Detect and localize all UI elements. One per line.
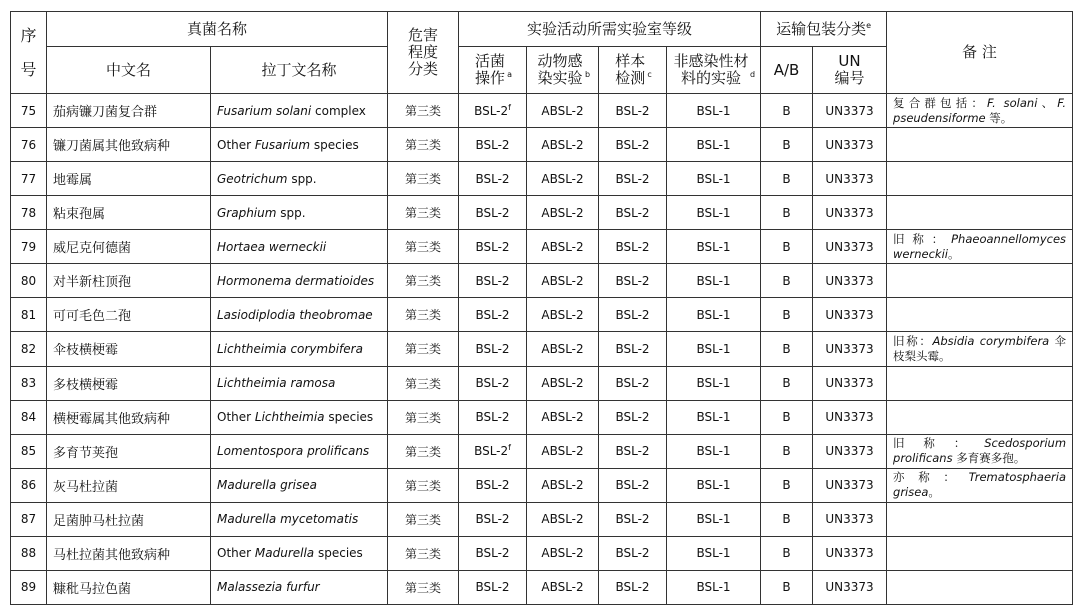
row-number: 89 xyxy=(11,570,47,604)
noninfect-level: BSL-1 xyxy=(667,434,761,468)
animal-header-text: 动物感染实验 xyxy=(537,52,583,87)
noninfect-level: BSL-1 xyxy=(667,162,761,196)
latin-name xyxy=(211,536,388,570)
noninfect-level: BSL-1 xyxy=(667,128,761,162)
table-row xyxy=(11,298,1073,332)
sample-level: BSL-2 xyxy=(599,94,667,128)
table-row xyxy=(11,502,1073,536)
row-number: 79 xyxy=(11,230,47,264)
hazard-class: 第三类 xyxy=(388,400,459,434)
sample-level: BSL-2 xyxy=(599,162,667,196)
sample-level: BSL-2 xyxy=(599,468,667,502)
remark-part-italic: Trematosphaeria grisea xyxy=(893,470,1067,500)
noninfect-level: BSL-1 xyxy=(667,502,761,536)
live-level-text: BSL-2 xyxy=(475,478,510,493)
noninfect-header-text: 非感染性材料的实验 xyxy=(673,52,749,87)
sample-level: BSL-2 xyxy=(599,332,667,366)
noninfect-level: BSL-1 xyxy=(667,400,761,434)
hazard-class: 第三类 xyxy=(388,468,459,502)
live-level xyxy=(459,366,527,400)
row-number: 84 xyxy=(11,400,47,434)
latin-italic: Lichtheimia corymbifera xyxy=(217,341,363,356)
sample-level: BSL-2 xyxy=(599,128,667,162)
remark xyxy=(887,570,1073,604)
table-row xyxy=(11,162,1073,196)
table-row xyxy=(11,570,1073,604)
latin-name xyxy=(211,298,388,332)
ab-class: B xyxy=(761,264,813,298)
live-level xyxy=(459,230,527,264)
latin-name xyxy=(211,468,388,502)
remark-part-italic: Scedosporium prolificans xyxy=(893,436,1067,466)
animal-level: ABSL-2 xyxy=(527,332,599,366)
latin-name xyxy=(211,162,388,196)
cn-name: 地霉属 xyxy=(47,162,211,196)
animal-level: ABSL-2 xyxy=(527,570,599,604)
animal-level: ABSL-2 xyxy=(527,536,599,570)
remark xyxy=(887,332,1073,366)
table-row xyxy=(11,332,1073,366)
sample-level: BSL-2 xyxy=(599,196,667,230)
live-culture-header-sup: a xyxy=(507,70,512,79)
hazard-class: 第三类 xyxy=(388,94,459,128)
cn-name: 茄病镰刀菌复合群 xyxy=(47,94,211,128)
latin-italic: Lichtheimia ramosa xyxy=(217,376,336,391)
cn-name: 镰刀菌属其他致病种 xyxy=(47,128,211,162)
remark xyxy=(887,502,1073,536)
sample-level: BSL-2 xyxy=(599,366,667,400)
latin-prefix: Other xyxy=(217,546,255,561)
live-level xyxy=(459,332,527,366)
transport-header-sup: e xyxy=(866,20,871,30)
table-header xyxy=(11,12,1073,94)
live-level xyxy=(459,434,527,468)
ab-class: B xyxy=(761,366,813,400)
animal-level: ABSL-2 xyxy=(527,196,599,230)
noninfect-level: BSL-1 xyxy=(667,366,761,400)
latin-name xyxy=(211,230,388,264)
remark-part: 亦称： xyxy=(893,470,969,485)
animal-level: ABSL-2 xyxy=(527,468,599,502)
noninfect-level: BSL-1 xyxy=(667,332,761,366)
table-row xyxy=(11,128,1073,162)
remarks-header: 备 注 xyxy=(887,12,1073,94)
remark-part-italic: Phaeoannellomyces werneckii xyxy=(893,231,1067,261)
row-number: 81 xyxy=(11,298,47,332)
row-number: 86 xyxy=(11,468,47,502)
remark-part: 复合群包括： xyxy=(893,95,988,110)
un-number: UN3373 xyxy=(813,536,887,570)
remark-part: 旧称： xyxy=(893,333,933,348)
pathogen-table xyxy=(10,11,1073,605)
un-number: UN3373 xyxy=(813,162,887,196)
seq-header xyxy=(11,12,47,94)
live-level xyxy=(459,468,527,502)
sample-level: BSL-2 xyxy=(599,570,667,604)
sample-header xyxy=(599,47,667,94)
animal-level: ABSL-2 xyxy=(527,128,599,162)
remark-part: 。 xyxy=(928,485,940,500)
remark-part: 多育赛多孢。 xyxy=(952,451,1026,466)
un-header xyxy=(813,47,887,94)
hazard-class: 第三类 xyxy=(388,230,459,264)
hazard-class: 第三类 xyxy=(388,570,459,604)
latin-name xyxy=(211,434,388,468)
seq-header-top: 序 xyxy=(20,25,37,45)
latin-prefix: Other xyxy=(217,137,255,152)
live-level-text: BSL-2 xyxy=(475,580,510,595)
remark xyxy=(887,230,1073,264)
un-number: UN3373 xyxy=(813,366,887,400)
live-level-text: BSL-2 xyxy=(475,171,510,186)
hazard-class: 第三类 xyxy=(388,502,459,536)
un-number: UN3373 xyxy=(813,94,887,128)
table-row xyxy=(11,196,1073,230)
remark-part: 旧称： xyxy=(893,436,985,451)
ab-class: B xyxy=(761,502,813,536)
hazard-header-text: 危害程度分类 xyxy=(408,26,439,78)
live-level-text: BSL-2 xyxy=(475,205,510,220)
latin-italic: Madurella xyxy=(254,546,315,561)
latin-italic: Graphium xyxy=(217,205,277,220)
animal-level: ABSL-2 xyxy=(527,264,599,298)
remark-part: 伞枝梨头霉。 xyxy=(893,333,1067,363)
ab-class: B xyxy=(761,332,813,366)
latin-italic: Madurella grisea xyxy=(217,478,317,493)
sample-level: BSL-2 xyxy=(599,264,667,298)
hazard-class: 第三类 xyxy=(388,128,459,162)
animal-level: ABSL-2 xyxy=(527,434,599,468)
row-number: 80 xyxy=(11,264,47,298)
un-number: UN3373 xyxy=(813,196,887,230)
ab-class: B xyxy=(761,536,813,570)
latin-italic: Hormonema dermatioides xyxy=(217,273,375,288)
animal-level: ABSL-2 xyxy=(527,162,599,196)
row-number: 76 xyxy=(11,128,47,162)
latin-name xyxy=(211,366,388,400)
hazard-class: 第三类 xyxy=(388,366,459,400)
hazard-class: 第三类 xyxy=(388,536,459,570)
live-level-text: BSL-2 xyxy=(474,444,509,459)
ab-class: B xyxy=(761,230,813,264)
remark xyxy=(887,298,1073,332)
noninfect-level: BSL-1 xyxy=(667,94,761,128)
hazard-class: 第三类 xyxy=(388,162,459,196)
cn-name: 粘束孢属 xyxy=(47,196,211,230)
noninfect-level: BSL-1 xyxy=(667,196,761,230)
remark xyxy=(887,196,1073,230)
live-level-text: BSL-2 xyxy=(475,307,510,322)
noninfect-level: BSL-1 xyxy=(667,264,761,298)
remark xyxy=(887,162,1073,196)
latin-suffix: spp. xyxy=(276,205,306,220)
cn-name: 伞枝横梗霉 xyxy=(47,332,211,366)
latin-name-header: 拉丁文名称 xyxy=(211,47,388,94)
latin-name xyxy=(211,570,388,604)
remark-part-italic: Absidia corymbifera xyxy=(932,333,1050,348)
cn-name: 多育节荚孢 xyxy=(47,434,211,468)
remark xyxy=(887,128,1073,162)
live-culture-header-text: 活菌操作 xyxy=(475,52,506,87)
latin-name xyxy=(211,400,388,434)
live-level-text: BSL-2 xyxy=(475,137,510,152)
live-level xyxy=(459,400,527,434)
latin-suffix: species xyxy=(314,546,363,561)
transport-header xyxy=(761,12,887,47)
lab-level-header: 实验活动所需实验室等级 xyxy=(459,12,761,47)
noninfect-header-sup: d xyxy=(749,70,756,79)
row-number: 82 xyxy=(11,332,47,366)
un-number: UN3373 xyxy=(813,332,887,366)
animal-level: ABSL-2 xyxy=(527,400,599,434)
latin-italic: Lasiodiplodia theobromae xyxy=(217,307,373,322)
live-level xyxy=(459,196,527,230)
remark-part: 。 xyxy=(947,246,960,261)
cn-name: 对半新柱顶孢 xyxy=(47,264,211,298)
un-header-text: UN编号 xyxy=(834,52,865,87)
latin-suffix: species xyxy=(310,137,359,152)
live-level-sup: f xyxy=(508,443,511,453)
latin-name xyxy=(211,196,388,230)
animal-level: ABSL-2 xyxy=(527,230,599,264)
live-level xyxy=(459,502,527,536)
hazard-header xyxy=(388,12,459,94)
un-number: UN3373 xyxy=(813,434,887,468)
un-number: UN3373 xyxy=(813,264,887,298)
ab-class: B xyxy=(761,400,813,434)
noninfect-header xyxy=(667,47,761,94)
seq-header-bottom: 号 xyxy=(20,59,37,79)
latin-suffix: species xyxy=(324,410,374,425)
live-level xyxy=(459,162,527,196)
latin-italic: Lichtheimia xyxy=(254,410,325,425)
noninfect-level: BSL-1 xyxy=(667,298,761,332)
sample-header-sup: c xyxy=(647,70,652,79)
live-level-sup: f xyxy=(508,102,511,112)
un-number: UN3373 xyxy=(813,468,887,502)
un-number: UN3373 xyxy=(813,400,887,434)
table-row xyxy=(11,230,1073,264)
latin-name xyxy=(211,264,388,298)
noninfect-level: BSL-1 xyxy=(667,536,761,570)
hazard-class: 第三类 xyxy=(388,196,459,230)
live-level xyxy=(459,128,527,162)
hazard-class: 第三类 xyxy=(388,332,459,366)
latin-italic: Hortaea werneckii xyxy=(217,239,327,254)
sample-header-text: 样本检测 xyxy=(615,52,646,87)
live-level-text: BSL-2 xyxy=(475,239,510,254)
un-number: UN3373 xyxy=(813,230,887,264)
latin-prefix: Other xyxy=(217,410,255,425)
latin-name xyxy=(211,94,388,128)
ab-class: B xyxy=(761,468,813,502)
table-row xyxy=(11,94,1073,128)
remark xyxy=(887,94,1073,128)
remark-part: 、 xyxy=(1037,95,1058,110)
ab-class: B xyxy=(761,128,813,162)
remark xyxy=(887,536,1073,570)
cn-name: 横梗霉属其他致病种 xyxy=(47,400,211,434)
latin-italic: Fusarium xyxy=(254,137,311,152)
remark xyxy=(887,468,1073,502)
table-row xyxy=(11,264,1073,298)
latin-italic: Geotrichum xyxy=(217,171,288,186)
live-level-text: BSL-2 xyxy=(475,341,510,356)
ab-header: A/B xyxy=(761,47,813,94)
ab-class: B xyxy=(761,298,813,332)
sample-level: BSL-2 xyxy=(599,298,667,332)
noninfect-level: BSL-1 xyxy=(667,230,761,264)
ab-class: B xyxy=(761,162,813,196)
latin-name xyxy=(211,502,388,536)
live-level xyxy=(459,94,527,128)
live-level-text: BSL-2 xyxy=(475,376,510,391)
sample-level: BSL-2 xyxy=(599,502,667,536)
cn-name: 马杜拉菌其他致病种 xyxy=(47,536,211,570)
table-row xyxy=(11,434,1073,468)
table-body xyxy=(11,94,1073,605)
cn-name: 足菌肿马杜拉菌 xyxy=(47,502,211,536)
cn-name: 糠秕马拉色菌 xyxy=(47,570,211,604)
live-level-text: BSL-2 xyxy=(475,546,510,561)
live-level xyxy=(459,298,527,332)
remark xyxy=(887,400,1073,434)
row-number: 88 xyxy=(11,536,47,570)
noninfect-level: BSL-1 xyxy=(667,468,761,502)
remark xyxy=(887,366,1073,400)
live-level xyxy=(459,536,527,570)
live-level-text: BSL-2 xyxy=(475,273,510,288)
cn-name: 灰马杜拉菌 xyxy=(47,468,211,502)
hazard-class: 第三类 xyxy=(388,434,459,468)
live-level-text: BSL-2 xyxy=(475,512,510,527)
table-row xyxy=(11,366,1073,400)
hazard-class: 第三类 xyxy=(388,264,459,298)
ab-class: B xyxy=(761,570,813,604)
un-number: UN3373 xyxy=(813,502,887,536)
latin-suffix: spp. xyxy=(287,171,317,186)
cn-name: 威尼克何德菌 xyxy=(47,230,211,264)
live-level xyxy=(459,264,527,298)
live-level xyxy=(459,570,527,604)
remark-part-italic: F. solani xyxy=(987,95,1038,110)
animal-header-sup: b xyxy=(584,70,591,79)
row-number: 85 xyxy=(11,434,47,468)
ab-class: B xyxy=(761,196,813,230)
remark xyxy=(887,264,1073,298)
fungus-name-header: 真菌名称 xyxy=(47,12,388,47)
sample-level: BSL-2 xyxy=(599,230,667,264)
latin-italic: Madurella mycetomatis xyxy=(217,512,359,527)
latin-suffix: complex xyxy=(311,103,366,118)
table-row xyxy=(11,536,1073,570)
row-number: 87 xyxy=(11,502,47,536)
animal-level: ABSL-2 xyxy=(527,366,599,400)
remark-part: 等。 xyxy=(985,110,1013,125)
remark-part-italic: F. pseudensiforme xyxy=(893,95,1067,125)
row-number: 75 xyxy=(11,94,47,128)
latin-name xyxy=(211,128,388,162)
cn-name: 可可毛色二孢 xyxy=(47,298,211,332)
un-number: UN3373 xyxy=(813,570,887,604)
latin-italic: Lomentospora prolificans xyxy=(217,444,370,459)
live-culture-header xyxy=(459,47,527,94)
cn-name: 多枝横梗霉 xyxy=(47,366,211,400)
hazard-class: 第三类 xyxy=(388,298,459,332)
un-number: UN3373 xyxy=(813,128,887,162)
un-number: UN3373 xyxy=(813,298,887,332)
sample-level: BSL-2 xyxy=(599,536,667,570)
live-level-text: BSL-2 xyxy=(474,103,509,118)
animal-level: ABSL-2 xyxy=(527,298,599,332)
latin-italic: Fusarium solani xyxy=(217,103,312,118)
remark-part: 旧称： xyxy=(893,231,952,246)
animal-level: ABSL-2 xyxy=(527,94,599,128)
transport-header-text: 运输包装分类 xyxy=(776,19,867,38)
ab-class: B xyxy=(761,94,813,128)
remark xyxy=(887,434,1073,468)
latin-italic: Malassezia furfur xyxy=(217,580,320,595)
noninfect-level: BSL-1 xyxy=(667,570,761,604)
latin-name xyxy=(211,332,388,366)
sample-level: BSL-2 xyxy=(599,400,667,434)
live-level-text: BSL-2 xyxy=(475,410,510,425)
ab-class: B xyxy=(761,434,813,468)
animal-header xyxy=(527,47,599,94)
table-row xyxy=(11,468,1073,502)
cn-name-header: 中文名 xyxy=(47,47,211,94)
table-row xyxy=(11,400,1073,434)
row-number: 77 xyxy=(11,162,47,196)
sample-level: BSL-2 xyxy=(599,434,667,468)
animal-level: ABSL-2 xyxy=(527,502,599,536)
row-number: 83 xyxy=(11,366,47,400)
row-number: 78 xyxy=(11,196,47,230)
